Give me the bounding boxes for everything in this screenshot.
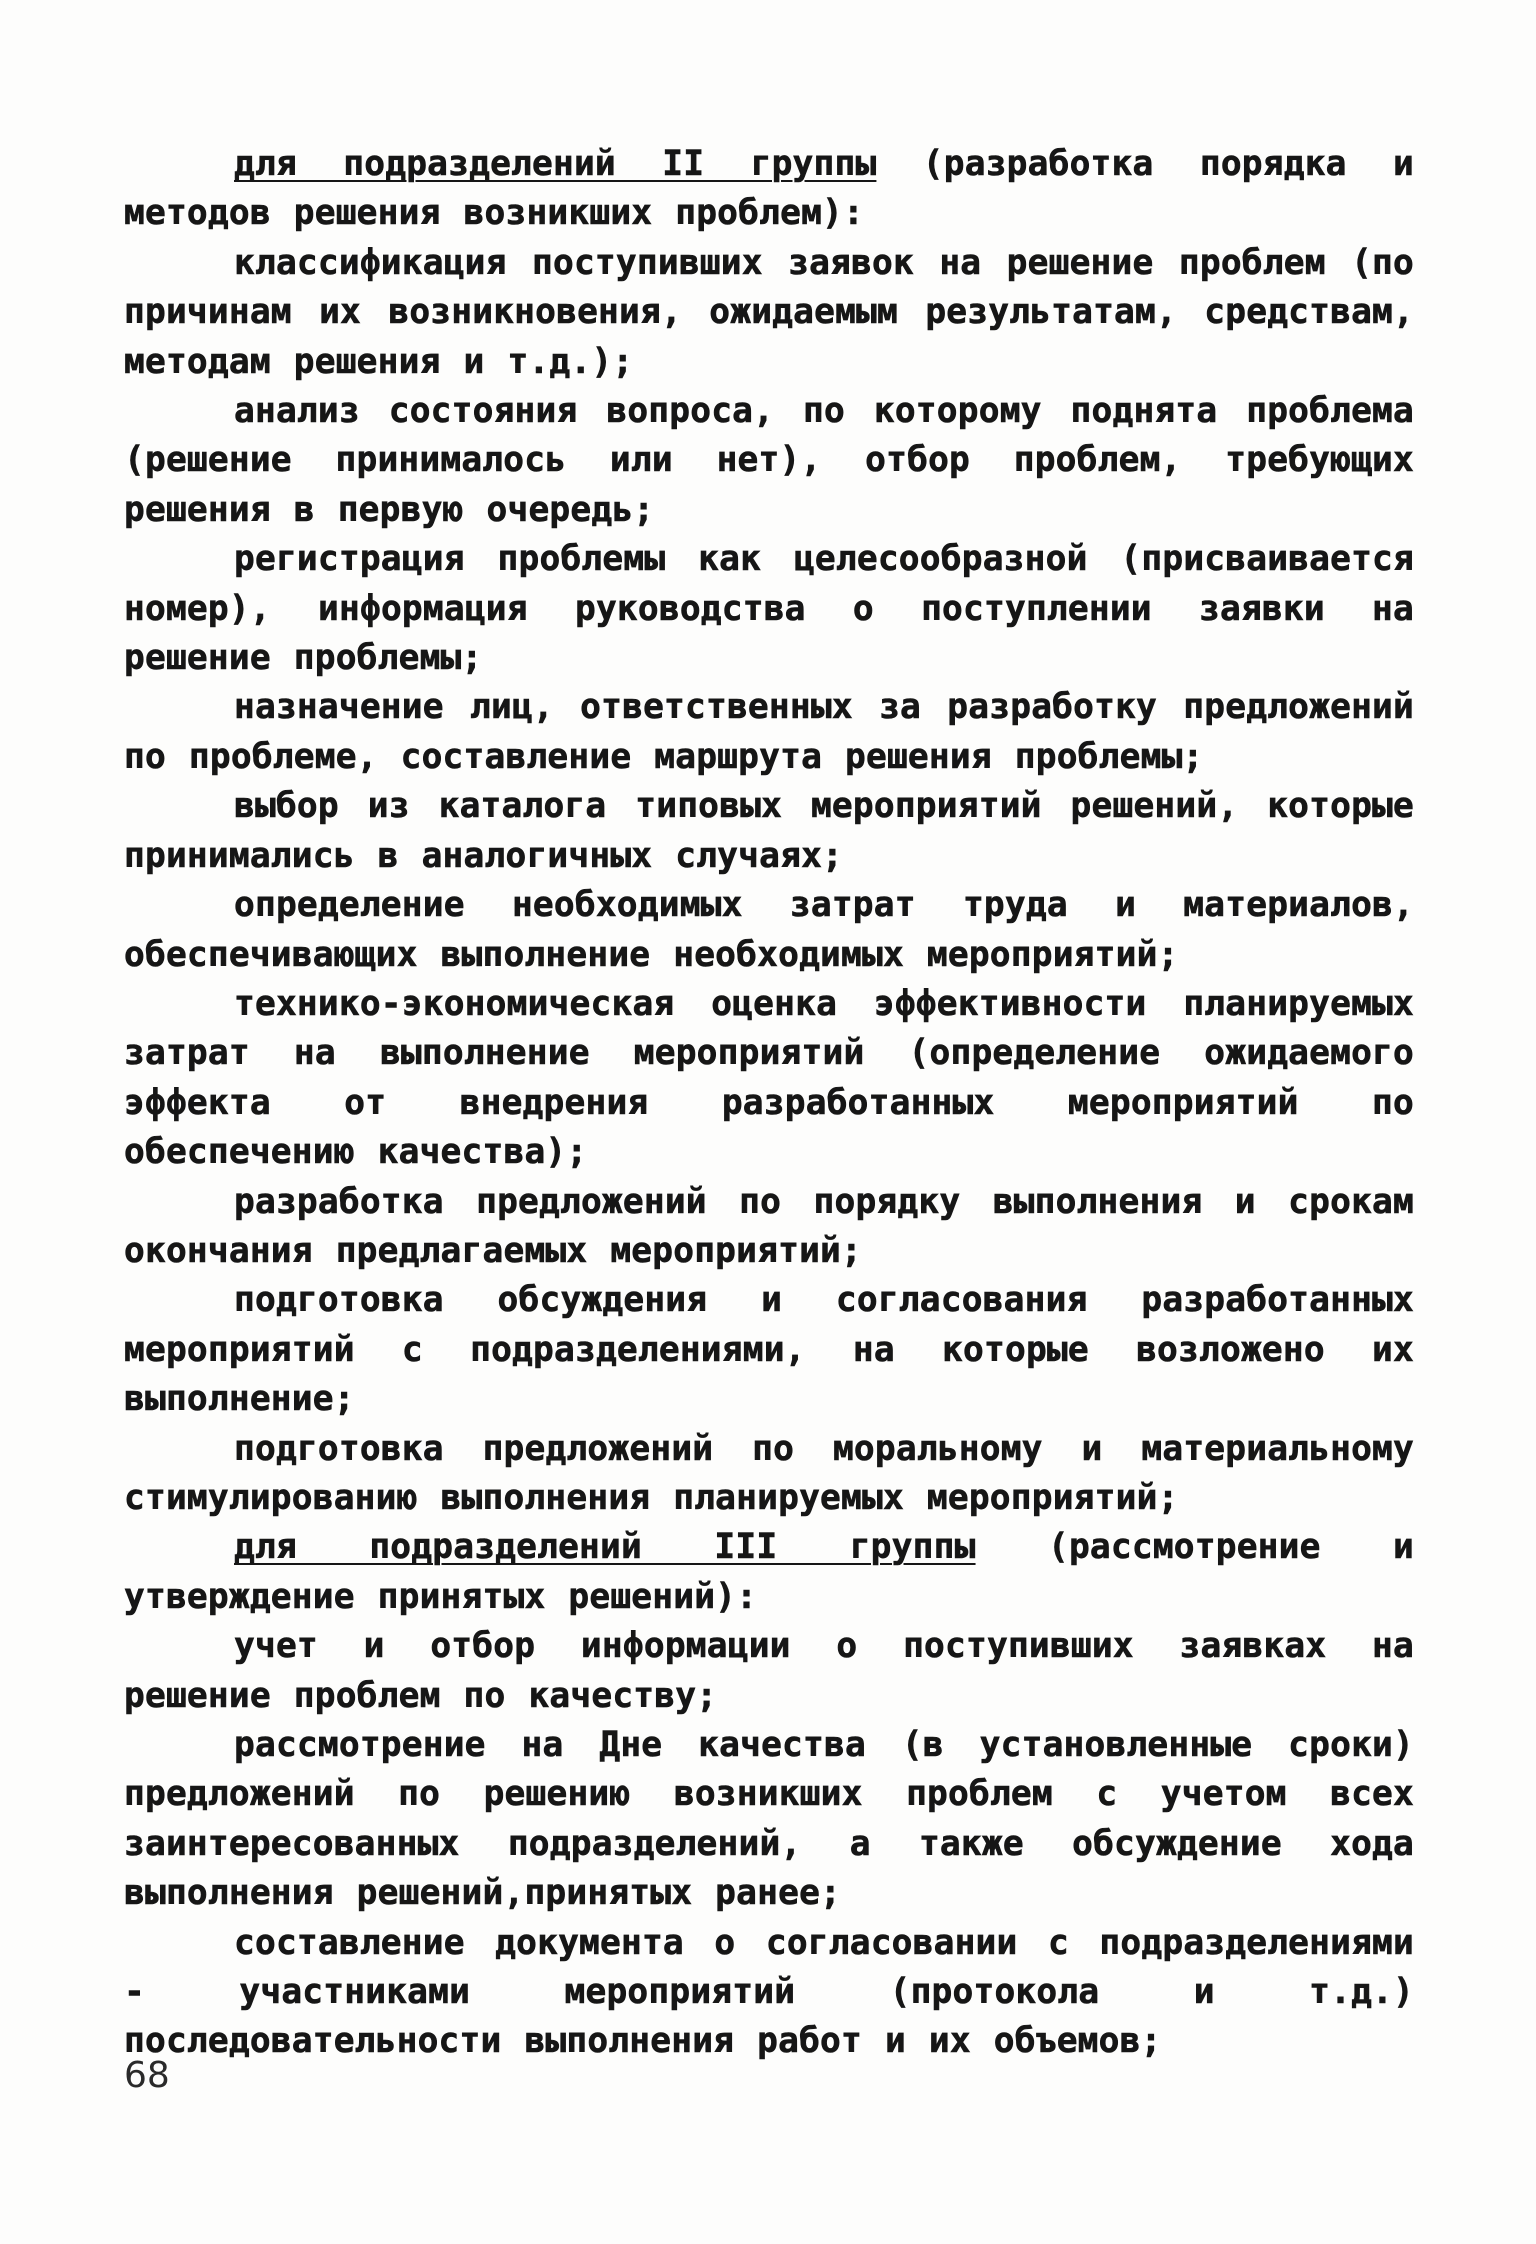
list-item: рассмотрение на Дне качества (в установленные сроки) предложений по решению возникших проблем с учетом всех заинтересованных подразделений, а также обсуждение хода выполнения решений,принятых ранее; xyxy=(124,1725,1414,1914)
paragraph-text: (рассмотрение и утверждение принятых решений): xyxy=(124,1527,1414,1617)
list-item: учет и отбор информации о поступивших заявках на решение проблем по качеству; xyxy=(124,1626,1414,1716)
page-number: 68 xyxy=(124,2055,170,2096)
group-2-heading: для подразделений II группы xyxy=(234,144,877,184)
body-text xyxy=(124,140,1414,2067)
group-3-heading: для подразделений III группы xyxy=(234,1527,976,1568)
list-item: выбор из каталога типовых мероприятий решений, которые принимались в аналогичных случаях; xyxy=(124,786,1414,876)
list-item: определение необходимых затрат труда и материалов, обеспечивающих выполнение необходимых мероприятий; xyxy=(124,885,1414,975)
list-item: классификация поступивших заявок на решение проблем (по причинам их возникновения, ожидаемым результатам, средствам, методам решения и т.д.); xyxy=(124,242,1414,382)
list-item: составление документа о согласовании с подразделениями - участниками мероприятий (протокола и т.д.) последовательности выполнения работ и их объемов; xyxy=(124,1922,1414,2062)
list-item: регистрация проблемы как целесообразной (присваивается номер), информация руководства о поступлении заявки на решение проблемы; xyxy=(124,539,1414,679)
list-item: технико-экономическая оценка эффективности планируемых затрат на выполнение мероприятий (определение ожидаемого эффекта от внедрения разработанных мероприятий по обеспечению качества); xyxy=(124,983,1414,1173)
list-item: разработка предложений по порядку выполнения и срокам окончания предлагаемых мероприятий; xyxy=(124,1181,1414,1271)
list-item: назначение лиц, ответственных за разработку предложений по проблеме, составление маршрута решения проблемы; xyxy=(124,687,1414,777)
paragraph-text: (разработка порядка и методов решения возникших проблем): xyxy=(124,144,1414,234)
paragraph-group-3-intro xyxy=(124,1523,1414,1622)
list-item: подготовка предложений по моральному и материальному стимулированию выполнения планируемых мероприятий; xyxy=(124,1428,1414,1518)
list-item: подготовка обсуждения и согласования разработанных мероприятий с подразделениями, на которые возложено их выполнение; xyxy=(124,1280,1414,1420)
list-item: анализ состояния вопроса, по которому поднята проблема (решение принималось или нет), отбор проблем, требующих решения в первую очередь; xyxy=(124,391,1414,530)
paragraph-group-2-intro xyxy=(124,140,1414,239)
